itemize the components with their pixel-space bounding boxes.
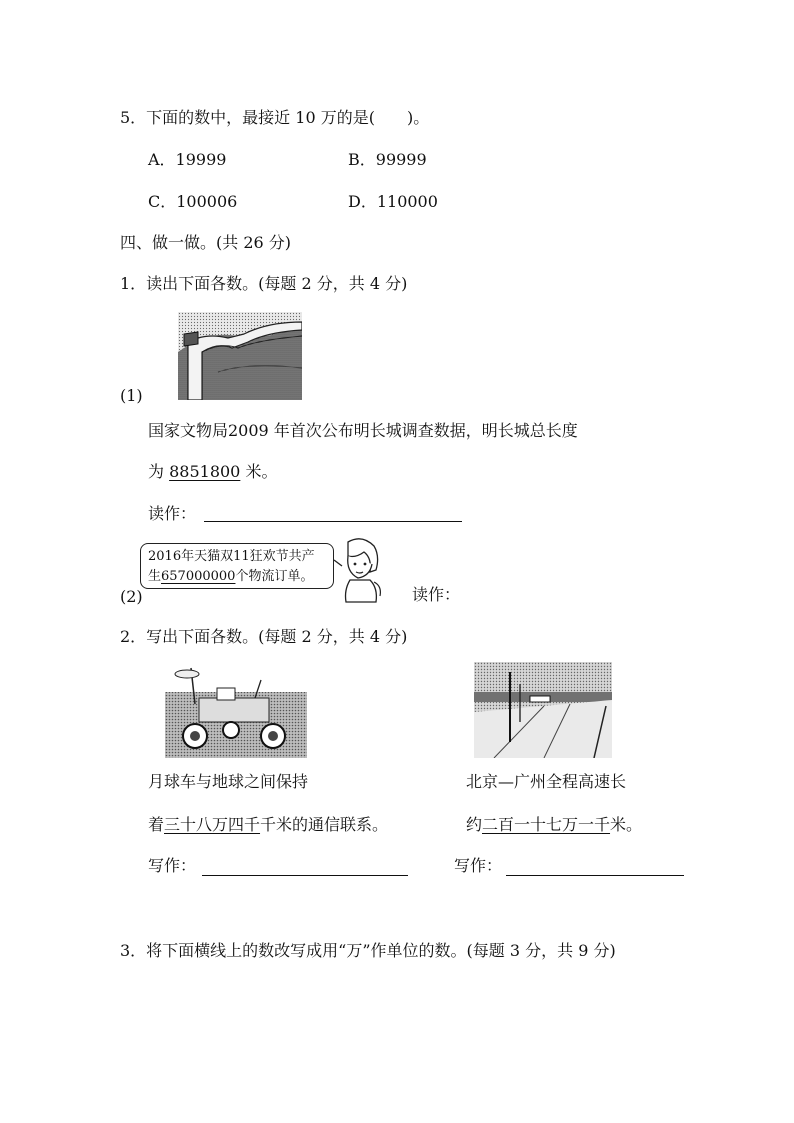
q5-option-d: D．110000 xyxy=(348,192,438,211)
section-4-title: 四、做一做。(共 26 分) xyxy=(120,233,292,252)
q1-part1-label: (1) xyxy=(120,386,143,405)
logistics-orders-number: 657000000 xyxy=(161,569,236,584)
q2-left-line2: 着三十八万四千千米的通信联系。 xyxy=(148,815,389,834)
q2-left-answer-line[interactable] xyxy=(202,875,408,876)
q2-right-line2: 约二百一十七万一千米。 xyxy=(466,815,643,834)
highway-image xyxy=(474,662,612,758)
q1-part2-label: (2) xyxy=(120,587,143,606)
q1-part1-answer-line[interactable] xyxy=(204,521,462,522)
q1-title: 1．读出下面各数。(每题 2 分，共 4 分) xyxy=(120,274,408,293)
highway-length-words: 二百一十七万一千 xyxy=(482,815,611,834)
q2-right-answer-line[interactable] xyxy=(506,875,684,876)
q2-title: 2．写出下面各数。(每题 2 分，共 4 分) xyxy=(120,627,408,646)
rover-distance-words: 三十八万四千 xyxy=(164,815,261,834)
great-wall-length-number: 8851800 xyxy=(169,462,241,481)
q2-right-line1: 北京—广州全程高速长 xyxy=(466,772,627,791)
q1-part1-line2: 为 8851800 米。 xyxy=(148,462,278,481)
q2-left-line1: 月球车与地球之间保持 xyxy=(148,772,309,791)
q5-stem: 5．下面的数中，最接近 10 万的是( )。 xyxy=(120,108,430,127)
q2-left-write-label: 写作： xyxy=(148,856,197,875)
q1-part2-read-label: 读作： xyxy=(412,585,461,604)
q5-option-a: A．19999 xyxy=(148,150,227,169)
girl-illustration xyxy=(328,536,384,604)
great-wall-image xyxy=(178,312,302,400)
lunar-rover-image xyxy=(165,664,307,758)
q1-part1-read-label: 读作： xyxy=(148,504,197,523)
q2-right-write-label: 写作： xyxy=(454,856,503,875)
q1-part1-line1: 国家文物局2009 年首次公布明长城调查数据，明长城总长度 xyxy=(148,421,578,440)
q5-option-c: C．100006 xyxy=(148,192,238,211)
q3-title: 3．将下面横线上的数改写成用“万”作单位的数。(每题 3 分，共 9 分) xyxy=(120,941,616,960)
speech-bubble: 2016年天猫双11狂欢节共产 生657000000个物流订单。 xyxy=(140,543,334,589)
q5-option-b: B．99999 xyxy=(348,150,427,169)
